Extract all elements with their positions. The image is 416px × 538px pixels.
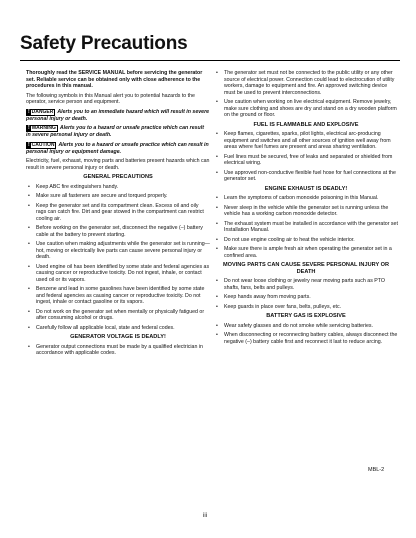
bullet-icon: •: [216, 195, 218, 201]
bullet-icon: •: [216, 169, 218, 176]
danger-text: Alerts you to an immediate hazard which will result in severe personal injury or death.: [26, 108, 210, 122]
symbols-paragraph: The following symbols in this Manual alert you to potential hazards to the operator, service person and equipment.: [26, 92, 195, 105]
list-item: • Do not work on the generator set when mentally or physically fatigued or after consuming alcohol or drugs.: [28, 308, 205, 321]
list-item: • The exhaust system must be installed in accordance with the generator set Installation Manual.: [216, 220, 398, 233]
voltage-list: [26, 344, 210, 357]
list-item: • Used engine oil has been identified by some state and federal agencies as causing cancer or reproductive toxicity. Do not ingest, inhale, or contact used oil or its vapors.: [28, 263, 210, 283]
list-item: • Keep guards in place over fans, belts, pulleys, etc.: [216, 303, 342, 310]
voltage-list-continued: [214, 70, 398, 119]
bullet-icon: •: [28, 193, 30, 199]
warning-triangle-icon: !: [28, 141, 30, 148]
hazards-paragraph: Electricity, fuel, exhaust, moving parts and batteries present hazards which can result in severe personal injury or death.: [26, 158, 210, 171]
left-column: [26, 70, 210, 360]
list-item: • Do not use engine cooling air to heat the vehicle interior.: [216, 236, 355, 243]
warning-triangle-icon: !: [28, 125, 30, 131]
list-item: • Do not wear loose clothing or jewelry near moving parts such as PTO shafts, fans, belts and pulleys.: [216, 278, 385, 291]
fuel-list: [214, 131, 398, 183]
exhaust-heading: ENGINE EXHAUST IS DEADLY!: [264, 185, 348, 192]
intro-paragraph: Thoroughly read the SERVICE MANUAL before servicing the generator set. Reliable service can be obtained only with close adherence to the procedures in this manual.: [26, 70, 203, 89]
bullet-icon: •: [216, 131, 218, 137]
bullet-icon: •: [28, 343, 30, 350]
bullet-icon: •: [216, 153, 218, 160]
list-item: • Use caution when working on live electrical equipment. Remove jewelry, make sure clothing and shoes are dry and stand on a dry wooden platform on the ground or floor.: [216, 99, 397, 118]
bullet-icon: •: [216, 236, 218, 243]
battery-list: [214, 323, 398, 346]
title-rule: [20, 60, 400, 61]
general-precautions-heading: GENERAL PRECAUTIONS: [83, 174, 153, 180]
bullet-icon: •: [216, 322, 218, 329]
fuel-heading: FUEL IS FLAMMABLE AND EXPLOSIVE: [253, 121, 359, 128]
page-number: iii: [203, 513, 207, 519]
moving-parts-list: [214, 278, 398, 310]
list-item: • Make sure all fasteners are secure and torqued properly.: [28, 193, 168, 199]
bullet-icon: •: [28, 202, 30, 209]
bullet-icon: •: [216, 204, 218, 211]
bullet-icon: •: [28, 183, 30, 190]
list-item: • Keep flames, cigarettes, sparks, pilot lights, electrical arc-producing equipment and switches and all other sources of ignition well away from areas where fuel fumes are present and areas sharing ventilation.: [216, 131, 391, 150]
bullet-icon: •: [216, 246, 218, 252]
list-item: • Make sure there is ample fresh air when operating the generator set in a confined area.: [216, 246, 392, 259]
warning-badge: ! WARNING: [28, 125, 56, 131]
list-item: • Keep ABC fire extinguishers handy.: [28, 183, 119, 190]
list-item: • Never sleep in the vehicle while the generator set is running unless the vehicle has a working carbon monoxide detector.: [216, 204, 389, 217]
danger-badge: ! DANGER: [28, 108, 54, 115]
bullet-icon: •: [216, 70, 218, 76]
exhaust-list: [214, 195, 398, 259]
bullet-icon: •: [216, 303, 218, 310]
caution-text: Alerts you to a hazard or unsafe practice which can result in personal injury or equipment damage.: [26, 141, 209, 155]
bullet-icon: •: [28, 308, 30, 315]
warning-notice: [26, 125, 210, 139]
list-item: • Keep hands away from moving parts.: [216, 294, 311, 300]
list-item: • Carefully follow all applicable local, state and federal codes.: [28, 324, 175, 331]
bullet-icon: •: [216, 278, 218, 284]
list-item: • Fuel lines must be secured, free of leaks and separated or shielded from electrical wiring.: [216, 153, 393, 166]
bullet-icon: •: [216, 99, 218, 105]
list-item: • Benzene and lead in some gasolines have been identified by some state and federal agencies as causing cancer or reproductive toxicity. Do not ingest, inhale or contact gasoline or its vapors.: [28, 286, 205, 305]
list-item: • Use approved non-conductive flexible fuel hose for fuel connections at the generator set.: [216, 169, 396, 182]
bullet-icon: •: [216, 220, 218, 227]
bullet-icon: •: [28, 263, 30, 270]
page-title: Safety Precautions: [20, 33, 188, 54]
bullet-icon: •: [216, 294, 218, 300]
list-item: • Use caution when making adjustments while the generator set is running—hot, moving or electrically live parts can cause severe personal injury or death.: [28, 241, 210, 260]
caution-badge: ! CAUTION: [28, 141, 55, 148]
danger-notice: [26, 109, 210, 123]
list-item: • The generator set must not be connected to the public utility or any other source of electrical power. Connection could lead to electrocution of utility workers, damage to equipment and fire. An approved switching device must be used to prevent interconnections.: [216, 70, 395, 96]
caution-notice: [26, 142, 210, 156]
list-item: • Generator output connections must be made by a qualified electrician in accordance with applicable codes.: [28, 343, 203, 356]
list-item: • Learn the symptoms of carbon monoxide poisoning in this Manual.: [216, 195, 379, 201]
list-item: • Wear safety glasses and do not smoke while servicing batteries.: [216, 322, 374, 329]
bullet-icon: •: [216, 332, 218, 338]
moving-parts-heading: MOVING PARTS CAN CAUSE SEVERE PERSONAL INJURY OR DEATH: [222, 262, 390, 275]
battery-heading: BATTERY GAS IS EXPLOSIVE: [266, 313, 346, 319]
document-code: MBL-2: [368, 467, 385, 473]
voltage-heading: GENERATOR VOLTAGE IS DEADLY!: [70, 334, 166, 340]
right-column: [214, 70, 398, 348]
warning-triangle-icon: !: [28, 108, 30, 115]
list-item: • Before working on the generator set, disconnect the negative (–) battery cable at the battery to prevent starting.: [28, 225, 203, 238]
warning-text: Alerts you to a hazard or unsafe practice which can result in severe personal injury or death.: [26, 125, 204, 138]
bullet-icon: •: [28, 286, 30, 292]
general-precautions-list: [26, 184, 210, 332]
bullet-icon: •: [28, 324, 30, 331]
list-item: • When disconnecting or reconnecting battery cables, always disconnect the negative (–) battery cable first and reconnect it last to reduce arcing.: [216, 332, 398, 345]
list-item: • Keep the generator set and its compartment clean. Excess oil and oily rags can catch fire. Dirt and gear stowed in the compartment can restrict cooling air.: [28, 202, 204, 222]
bullet-icon: •: [28, 241, 30, 247]
bullet-icon: •: [28, 225, 30, 231]
